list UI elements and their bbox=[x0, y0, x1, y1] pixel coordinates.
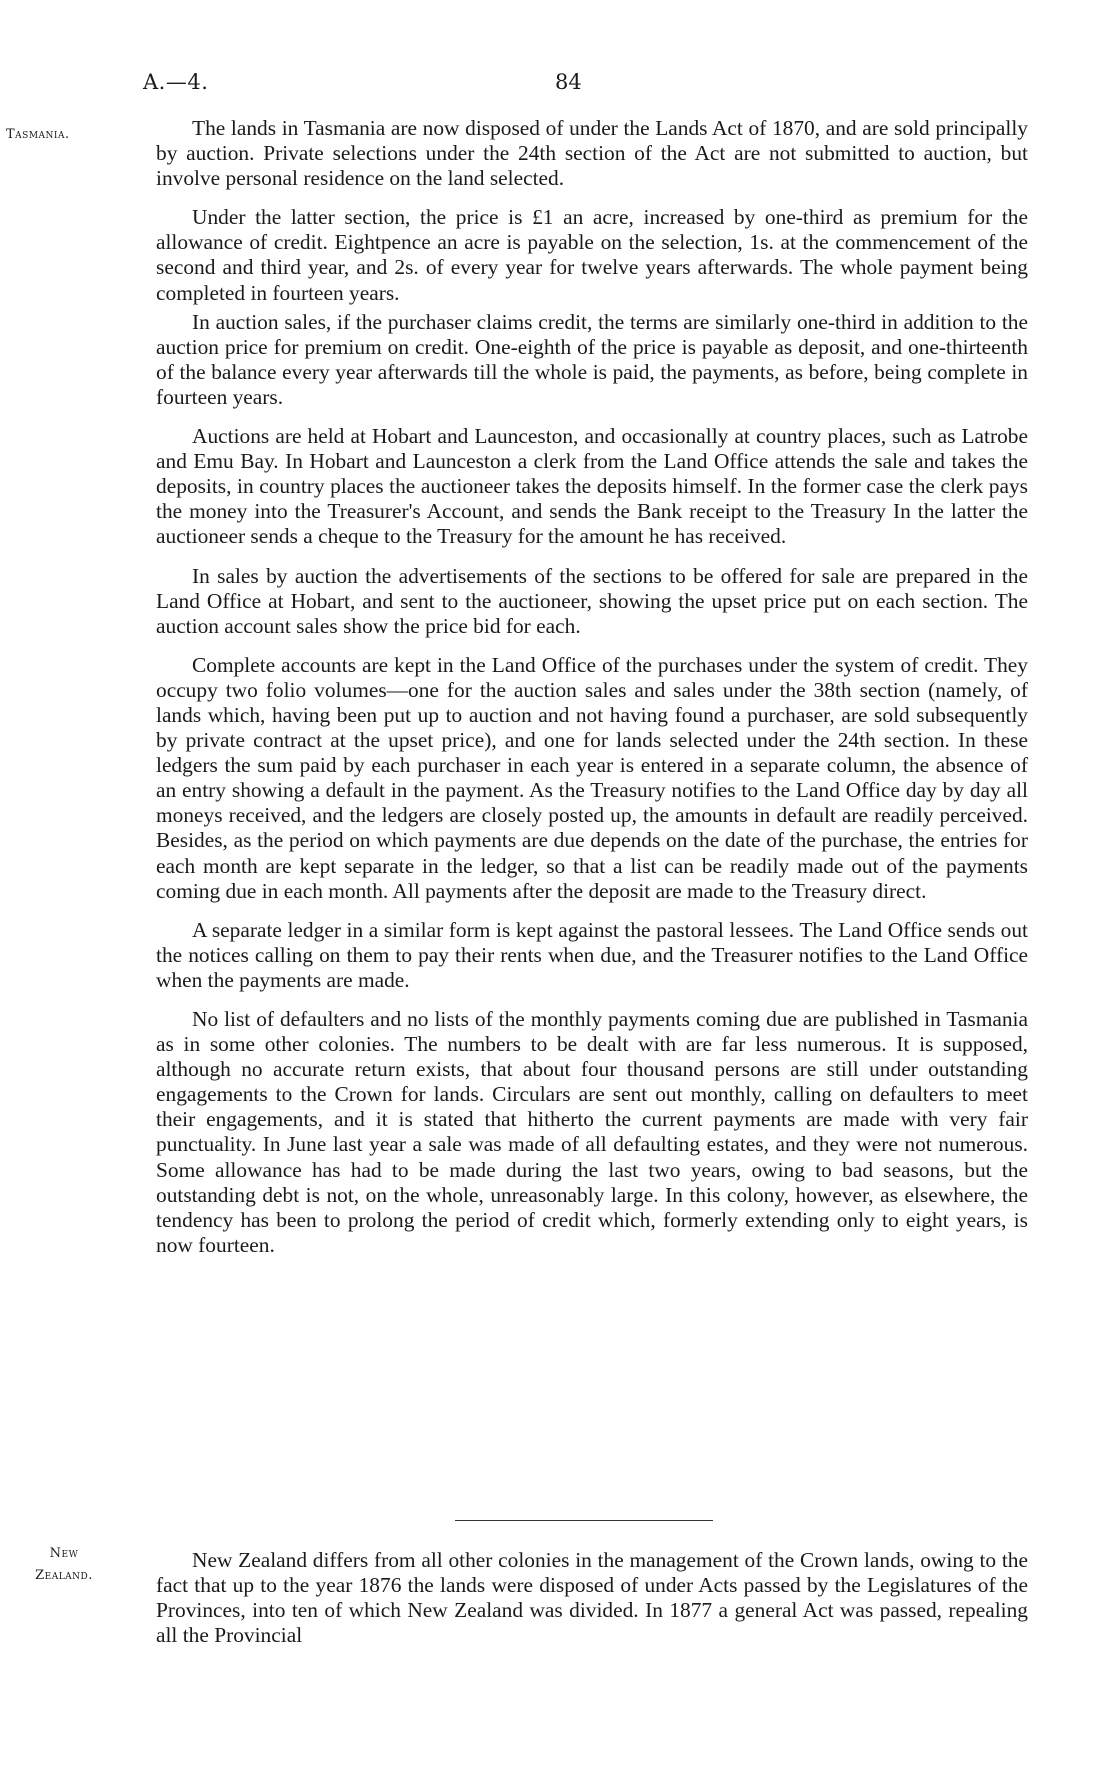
paragraph-selection-price: Under the latter section, the price is £1 an acre, increased by one-third as premium for the allowance of credit. Eightpence an acre is payable on the selection, 1s. at the commencement of the second and third year, and 2s. of every year for twelve years afterwards. The whole payment being completed in fourteen years. bbox=[156, 205, 1028, 305]
page-number: 84 bbox=[555, 70, 582, 94]
section-divider bbox=[455, 1520, 713, 1521]
margin-label-tasmania: Tasmania. bbox=[6, 127, 70, 142]
paragraph-new-zealand: New Zealand differs from all other colonies in the management of the Crown lands, owing to the fact that up to the year 1876 the lands were disposed of under Acts passed by the Legislatures of the Provinces, into ten of which New Zealand was divided. In 1877 a general Act was passed, repealing all the Provincial bbox=[156, 1548, 1028, 1648]
tasmania-section bbox=[156, 116, 1028, 1258]
margin-label-new-zealand bbox=[0, 1543, 128, 1587]
paragraph-advertisements: In sales by auction the advertisements of the sections to be offered for sale are prepared in the Land Office at Hobart, and sent to the auctioneer, showing the upset price put on each section. The auction account sales show the price bid for each. bbox=[156, 563, 1028, 638]
paragraph-auction-credit: In auction sales, if the purchaser claims credit, the terms are similarly one-third in addition to the auction price for premium on credit. One-eighth of the price is payable as deposit, and one-thirteenth of the balance every year afterwards till the whole is paid, the payments, as before, being complete in fourteen years. bbox=[156, 309, 1028, 409]
paragraph-accounts: Complete accounts are kept in the Land Office of the purchases under the system of credit. They occupy two folio volumes—one for the auction sales and sales under the 38th section (namely, of lands which, having been put up to auction and not having found a purchaser, are sold subsequently by private contract at the upset price), and one for lands selected under the 24th section. In these ledgers the sum paid by each purchaser in each year is entered in a separate column, the absence of an entry showing a default in the payment. As the Treasury notifies to the Land Office day by day all moneys received, and the ledgers are closely posted up, the amounts in default are readily perceived. Besides, as the period on which payments are due depends on the date of the purchase, the entries for each month are kept separate in the ledger, so that a list can be readily made out of the payments coming due in each month. All payments after the deposit are made to the Treasury direct. bbox=[156, 652, 1028, 903]
paragraph-lands-act: The lands in Tasmania are now disposed of under the Lands Act of 1870, and are sold principally by auction. Private selections under the 24th section of the Act are not submitted to auction, but involve personal residence on the land selected. bbox=[156, 116, 1028, 191]
margin-label-new-zealand-line1: New bbox=[49, 1546, 79, 1561]
paragraph-defaulters: No list of defaulters and no lists of the monthly payments coming due are published in Tasmania as in some other colonies. The numbers to be dealt with are far less numerous. It is supposed, although no accurate return exists, that about four thousand persons are still under outstanding engagements to the Crown for lands. Circulars are sent out monthly, calling on defaulters to meet their engagements, and it is stated that hitherto the current payments are made with very fair punctuality. In June last year a sale was made of all defaulting estates, and they were not numerous. Some allowance has had to be made during the last two years, owing to bad seasons, but the outstanding debt is not, on the whole, unreasonably large. In this colony, however, as elsewhere, the tendency has been to prolong the period of credit which, formerly extending only to eight years, is now fourteen. bbox=[156, 1007, 1028, 1257]
paragraph-pastoral-ledger: A separate ledger in a similar form is kept against the pastoral lessees. The Land Office sends out the notices calling on them to pay their rents when due, and the Treasurer notifies to the Land Office when the payments are made. bbox=[156, 917, 1028, 992]
document-reference: A.—4. bbox=[143, 70, 209, 94]
paragraph-auction-locations: Auctions are held at Hobart and Launceston, and occasionally at country places, such as Latrobe and Emu Bay. In Hobart and Launceston a clerk from the Land Office attends the sale and takes the deposits, in country places the auctioneer takes the deposits himself. In the former case the clerk pays the money into the Treasurer's Account, and sends the Bank receipt to the Treasury In the latter the auctioneer sends a cheque to the Treasury for the amount he has received. bbox=[156, 424, 1028, 549]
new-zealand-section bbox=[156, 1548, 1028, 1648]
margin-label-new-zealand-line2: Zealand. bbox=[35, 1568, 93, 1583]
